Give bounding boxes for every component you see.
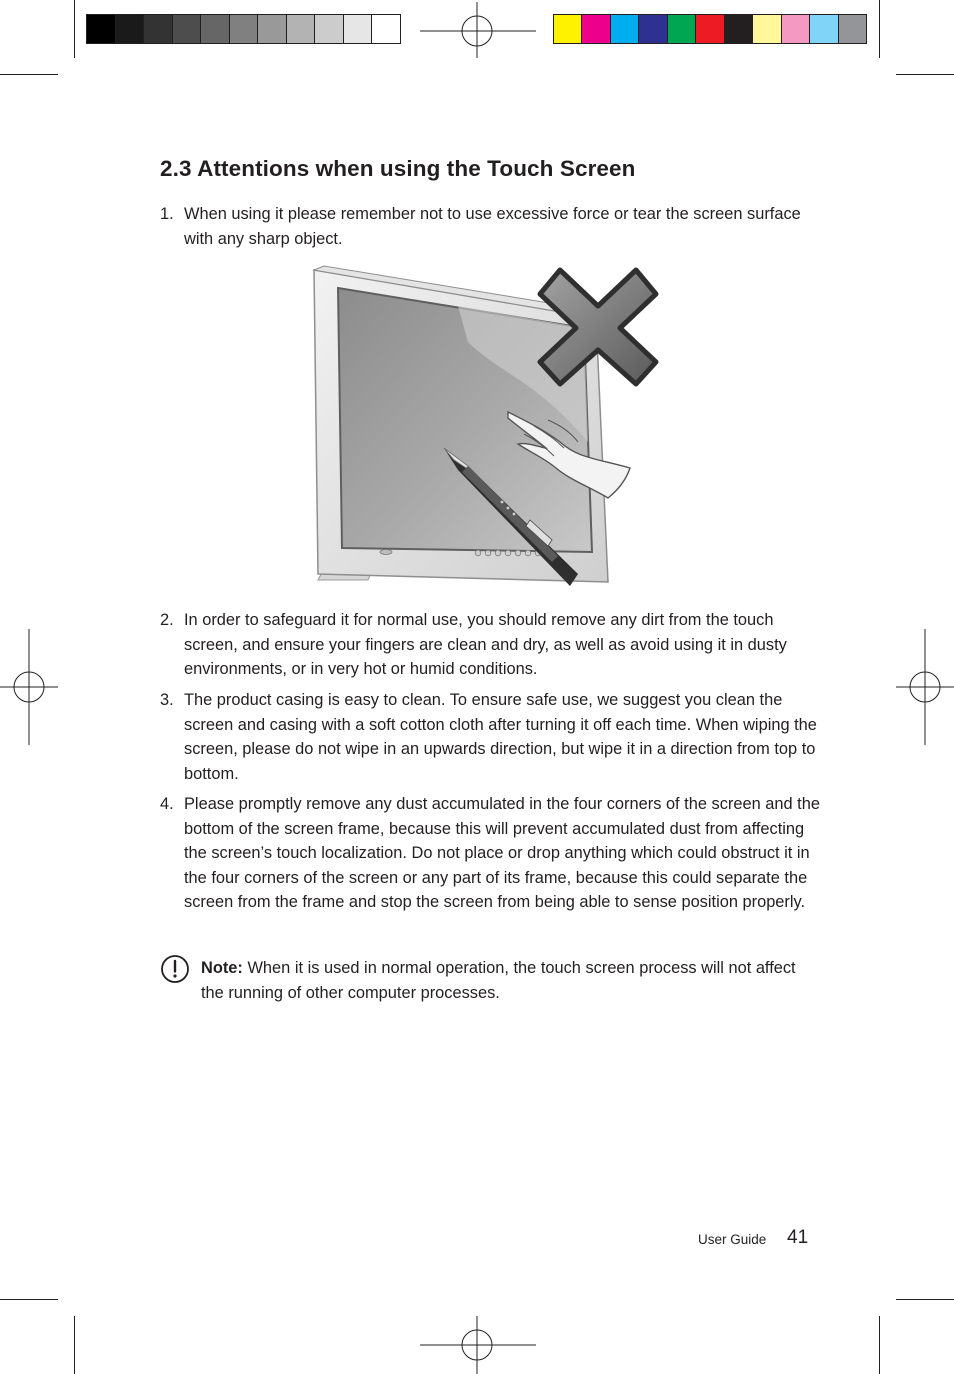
registration-mark-icon <box>896 629 954 745</box>
color-swatch <box>230 15 259 43</box>
color-swatch <box>173 15 202 43</box>
color-swatch <box>315 15 344 43</box>
monitor-with-knife-and-hand-icon <box>308 262 664 588</box>
page-number: 41 <box>787 1227 809 1248</box>
list-item-text: When using it please remember not to use excessive force or tear the screen surface with any sharp object. <box>184 205 801 248</box>
color-swatch <box>696 15 724 43</box>
crop-mark <box>879 1316 880 1374</box>
registration-mark-icon <box>420 1316 536 1374</box>
gray-swatch-bar <box>86 14 401 44</box>
list-item-text: In order to safeguard it for normal use, you should remove any dirt from the touch screen, and ensure your fingers are clean and dry, as well as avoid using it in dusty environments, or in very hot or humid conditions. <box>184 611 787 679</box>
registration-mark-icon <box>420 2 536 60</box>
color-swatch <box>639 15 667 43</box>
color-swatch <box>258 15 287 43</box>
color-swatch-bar <box>553 14 867 44</box>
list-item <box>160 792 820 942</box>
color-swatch <box>782 15 810 43</box>
list-item-text: Please promptly remove any dust accumulated in the four corners of the screen and the bottom of the screen frame, because this will prevent accumulated dust from affecting the screen’s touch localization. Do not place or drop anything which could obstruct it in the four corners of the screen or any part of its frame, because this could separate the screen from the frame and stop the screen from being able to sense position properly. <box>184 795 820 912</box>
crop-mark <box>896 74 954 75</box>
list-item <box>160 202 820 252</box>
crop-mark <box>0 1299 58 1300</box>
color-swatch <box>611 15 639 43</box>
color-swatch <box>372 15 400 43</box>
color-swatch <box>287 15 316 43</box>
color-swatch <box>839 15 866 43</box>
list-item-number: 2. <box>160 611 174 629</box>
color-swatch <box>753 15 781 43</box>
color-swatch <box>116 15 145 43</box>
crop-mark <box>74 1316 75 1374</box>
color-swatch <box>201 15 230 43</box>
color-swatch <box>554 15 582 43</box>
color-swatch <box>87 15 116 43</box>
color-swatch <box>344 15 373 43</box>
crop-mark <box>896 1299 954 1300</box>
list-item-text: The product casing is easy to clean. To ensure safe use, we suggest you clean the screen and casing with a soft cotton cloth after turning it off each time. When wiping the screen, please do not wipe in an upwards direction, but wipe it in a direction from top to bottom. <box>184 691 817 783</box>
page-title: 2.3 Attentions when using the Touch Screen <box>160 156 636 181</box>
color-swatch <box>725 15 753 43</box>
color-swatch <box>668 15 696 43</box>
color-swatch <box>144 15 173 43</box>
note-text <box>201 956 800 1005</box>
list-item <box>160 608 820 684</box>
crop-mark <box>879 0 880 58</box>
note-label: Note: <box>201 959 243 977</box>
exclamation-circle-icon <box>160 954 190 984</box>
list-item-number: 1. <box>160 205 174 223</box>
color-swatch <box>582 15 610 43</box>
registration-mark-icon <box>0 629 58 745</box>
color-swatch <box>810 15 838 43</box>
list-item <box>160 688 820 788</box>
footer-label: User Guide <box>698 1232 767 1247</box>
list-item-number: 3. <box>160 691 174 709</box>
crop-mark <box>0 74 58 75</box>
note-body: When it is used in normal operation, the touch screen process will not affect the running of other computer processes. <box>201 959 796 1002</box>
crop-mark <box>74 0 75 58</box>
list-item-number: 4. <box>160 795 174 813</box>
